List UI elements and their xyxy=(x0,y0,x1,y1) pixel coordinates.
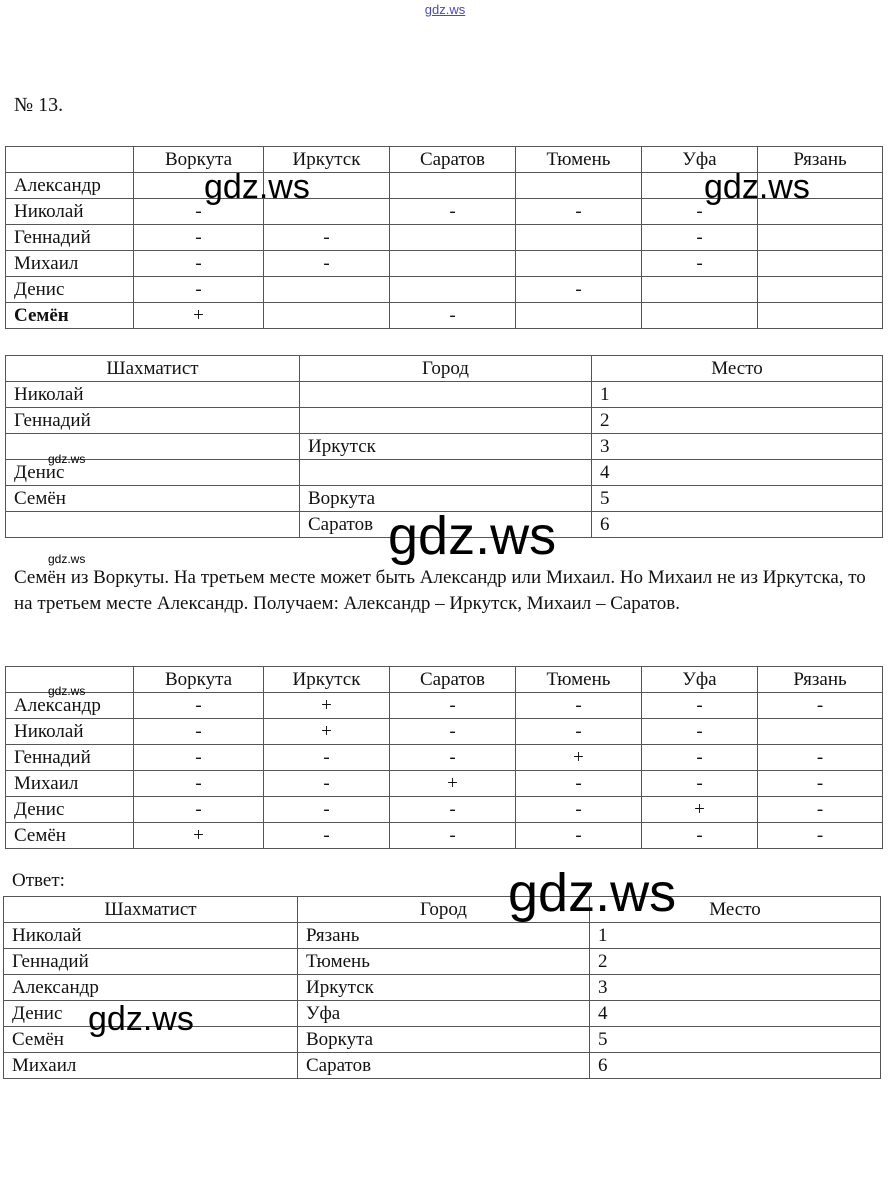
table-cell: - xyxy=(264,823,390,849)
player-name-cell: Геннадий xyxy=(6,225,134,251)
table-cell: + xyxy=(390,771,516,797)
table-row xyxy=(4,923,881,949)
table-cell xyxy=(390,225,516,251)
table-cell xyxy=(758,719,883,745)
table-cell xyxy=(264,173,390,199)
table-row xyxy=(6,486,883,512)
table-cell: - xyxy=(264,225,390,251)
table-cell: Иркутск xyxy=(298,975,590,1001)
table-cell: - xyxy=(134,225,264,251)
column-header: Рязань xyxy=(758,667,883,693)
column-header: Тюмень xyxy=(516,667,642,693)
table-cell: - xyxy=(642,693,758,719)
table-cell: - xyxy=(516,823,642,849)
table-cell: - xyxy=(264,797,390,823)
player-name-cell: Николай xyxy=(6,199,134,225)
answer-label: Ответ: xyxy=(12,870,65,891)
table-row xyxy=(6,771,883,797)
problem-number: № 13. xyxy=(14,94,64,116)
player-name-cell: Николай xyxy=(6,382,300,408)
player-name-cell: Семён xyxy=(6,303,134,329)
column-header: Иркутск xyxy=(264,147,390,173)
table-cell: - xyxy=(516,797,642,823)
table-cell: 5 xyxy=(592,486,883,512)
table-cell xyxy=(134,173,264,199)
table-cell xyxy=(516,173,642,199)
table-row xyxy=(4,949,881,975)
table-row xyxy=(6,173,883,199)
table-row xyxy=(6,225,883,251)
table-cell xyxy=(390,277,516,303)
table-row xyxy=(6,693,883,719)
table-cell: 1 xyxy=(590,923,881,949)
table-row xyxy=(6,512,883,538)
table-cell: - xyxy=(264,745,390,771)
table-cell: 4 xyxy=(590,1001,881,1027)
watermark: gdz.ws xyxy=(508,863,677,923)
table-cell: 6 xyxy=(590,1053,881,1079)
watermark: gdz.ws xyxy=(48,684,86,698)
table-cell: - xyxy=(758,693,883,719)
table-cell xyxy=(300,408,592,434)
table-cell: - xyxy=(758,771,883,797)
column-header: Город xyxy=(300,356,592,382)
table-cell: 4 xyxy=(592,460,883,486)
table-row xyxy=(4,1027,881,1053)
watermark: gdz.ws xyxy=(704,168,810,206)
table-cell: - xyxy=(642,771,758,797)
table-cell xyxy=(516,251,642,277)
column-header: Город xyxy=(298,897,590,923)
player-name-cell: Геннадий xyxy=(6,745,134,771)
column-header: Шахматист xyxy=(6,356,300,382)
table-cell: 3 xyxy=(592,434,883,460)
placement-table-partial xyxy=(5,355,883,538)
table-cell: Тюмень xyxy=(298,949,590,975)
table-cell: - xyxy=(390,719,516,745)
table-cell: - xyxy=(642,823,758,849)
table-row xyxy=(6,251,883,277)
table-row xyxy=(4,975,881,1001)
table-cell: 1 xyxy=(592,382,883,408)
table-cell: - xyxy=(758,823,883,849)
player-name-cell: Денис xyxy=(4,1001,298,1027)
table-cell xyxy=(642,303,758,329)
table-cell: + xyxy=(264,693,390,719)
table-cell: 2 xyxy=(590,949,881,975)
table-cell: - xyxy=(758,797,883,823)
column-header xyxy=(6,667,134,693)
watermark: gdz.ws xyxy=(204,168,310,206)
player-name-cell: Александр xyxy=(6,693,134,719)
column-header: Тюмень xyxy=(516,147,642,173)
table-cell xyxy=(758,199,883,225)
player-name-cell xyxy=(6,512,300,538)
table-cell: 6 xyxy=(592,512,883,538)
table-cell xyxy=(642,173,758,199)
player-name-cell: Александр xyxy=(6,173,134,199)
column-header: Саратов xyxy=(390,147,516,173)
column-header xyxy=(6,147,134,173)
column-header: Уфа xyxy=(642,147,758,173)
table-cell: - xyxy=(264,251,390,277)
table-cell: + xyxy=(264,719,390,745)
column-header: Место xyxy=(590,897,881,923)
watermark: gdz.ws xyxy=(88,1000,194,1038)
table-cell: 2 xyxy=(592,408,883,434)
table-cell: - xyxy=(134,797,264,823)
player-name-cell: Михаил xyxy=(4,1053,298,1079)
header-row xyxy=(4,897,881,923)
table-cell: - xyxy=(134,745,264,771)
column-header: Место xyxy=(592,356,883,382)
table-cell: - xyxy=(758,745,883,771)
player-name-cell: Александр xyxy=(4,975,298,1001)
watermark: gdz.ws xyxy=(48,452,86,466)
table-cell: - xyxy=(516,693,642,719)
player-name-cell: Денис xyxy=(6,797,134,823)
table-cell: + xyxy=(516,745,642,771)
table-cell: + xyxy=(134,823,264,849)
table-cell xyxy=(516,225,642,251)
header-row xyxy=(6,667,883,693)
table-cell xyxy=(300,382,592,408)
table-cell: - xyxy=(642,199,758,225)
table-row xyxy=(4,1001,881,1027)
watermark: gdz.ws xyxy=(388,506,557,566)
table-cell: - xyxy=(390,797,516,823)
table-cell: Саратов xyxy=(298,1053,590,1079)
column-header: Шахматист xyxy=(4,897,298,923)
watermark: gdz.ws xyxy=(48,552,86,566)
table-cell xyxy=(642,277,758,303)
table-cell xyxy=(758,277,883,303)
column-header: Уфа xyxy=(642,667,758,693)
table-row xyxy=(6,460,883,486)
player-name-cell xyxy=(6,434,300,460)
table-row xyxy=(4,1053,881,1079)
header-row xyxy=(6,147,883,173)
table-cell: Уфа xyxy=(298,1001,590,1027)
player-name-cell: Семён xyxy=(6,823,134,849)
table-row xyxy=(6,719,883,745)
table-cell: - xyxy=(390,303,516,329)
player-name-cell: Семён xyxy=(6,486,300,512)
table-cell: - xyxy=(642,745,758,771)
elimination-table-1 xyxy=(5,146,883,329)
table-cell: - xyxy=(264,771,390,797)
table-cell: Саратов xyxy=(300,512,592,538)
table-cell: - xyxy=(134,771,264,797)
header-row xyxy=(6,356,883,382)
elimination-table-2 xyxy=(5,666,883,849)
table-cell xyxy=(516,303,642,329)
table-row xyxy=(6,277,883,303)
table-cell xyxy=(758,303,883,329)
player-name-cell: Денис xyxy=(6,277,134,303)
table-row xyxy=(6,797,883,823)
table-cell: - xyxy=(134,693,264,719)
table-cell: Воркута xyxy=(300,486,592,512)
table-row xyxy=(6,199,883,225)
table-cell xyxy=(264,303,390,329)
table-cell: + xyxy=(134,303,264,329)
table-cell: - xyxy=(134,199,264,225)
table-cell: - xyxy=(516,277,642,303)
table-cell: - xyxy=(390,199,516,225)
player-name-cell: Геннадий xyxy=(6,408,300,434)
table-cell xyxy=(300,460,592,486)
table-cell xyxy=(264,199,390,225)
table-cell xyxy=(390,251,516,277)
table-row xyxy=(6,745,883,771)
table-cell: Иркутск xyxy=(300,434,592,460)
player-name-cell: Геннадий xyxy=(4,949,298,975)
table-row xyxy=(6,408,883,434)
site-link[interactable]: gdz.ws xyxy=(424,2,466,17)
table-cell: - xyxy=(390,823,516,849)
table-cell: + xyxy=(642,797,758,823)
answer-table xyxy=(3,896,881,1079)
column-header: Рязань xyxy=(758,147,883,173)
table-row xyxy=(6,382,883,408)
table-cell: Рязань xyxy=(298,923,590,949)
column-header: Воркута xyxy=(134,667,264,693)
table-cell: - xyxy=(390,693,516,719)
table-cell: - xyxy=(134,251,264,277)
table-cell xyxy=(264,277,390,303)
player-name-cell: Денис xyxy=(6,460,300,486)
table-cell: - xyxy=(390,745,516,771)
table-cell: - xyxy=(134,277,264,303)
column-header: Саратов xyxy=(390,667,516,693)
column-header: Иркутск xyxy=(264,667,390,693)
table-cell xyxy=(390,173,516,199)
table-cell: - xyxy=(642,225,758,251)
table-cell: - xyxy=(516,771,642,797)
table-cell xyxy=(758,225,883,251)
player-name-cell: Михаил xyxy=(6,771,134,797)
column-header: Воркута xyxy=(134,147,264,173)
table-cell xyxy=(758,251,883,277)
table-cell: 5 xyxy=(590,1027,881,1053)
player-name-cell: Михаил xyxy=(6,251,134,277)
table-cell xyxy=(758,173,883,199)
player-name-cell: Николай xyxy=(6,719,134,745)
table-cell: Воркута xyxy=(298,1027,590,1053)
table-row xyxy=(6,303,883,329)
table-row xyxy=(6,823,883,849)
reasoning-paragraph: Семён из Воркуты. На третьем месте может быть Александр или Михаил. Но Михаил не из Иркутска, то на третьем месте Александр. Получаем: Александр – Иркутск, Михаил – Саратов. xyxy=(14,567,866,614)
table-cell: - xyxy=(134,719,264,745)
table-cell: 3 xyxy=(590,975,881,1001)
table-cell: - xyxy=(516,199,642,225)
table-cell: - xyxy=(642,719,758,745)
table-cell: - xyxy=(516,719,642,745)
table-cell: - xyxy=(642,251,758,277)
player-name-cell: Николай xyxy=(4,923,298,949)
player-name-cell: Семён xyxy=(4,1027,298,1053)
table-row xyxy=(6,434,883,460)
